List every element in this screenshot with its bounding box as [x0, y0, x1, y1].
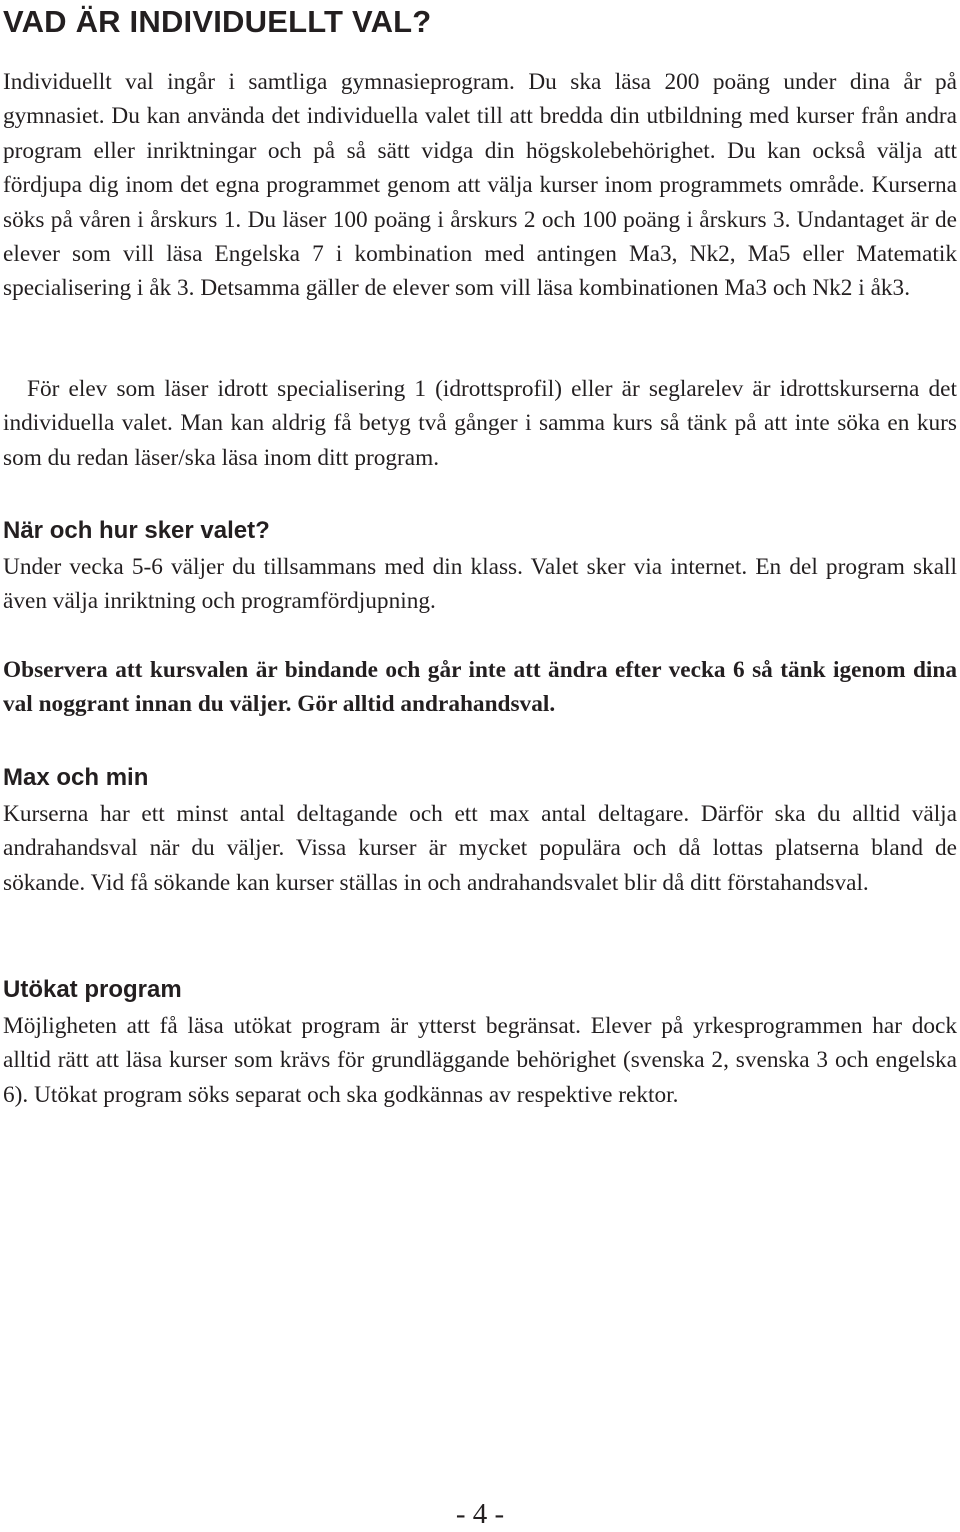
section-heading-extended: Utökat program — [3, 976, 182, 1003]
section-body-extended: Möjligheten att få läsa utökat program är ytterst begränsat. Elever på yrkesprogrammen har dock alltid rätt att läsa kurser som krävs för grundläggande behörighet (svenska 2, svenska 3 och engelska 6). Utökat program söks separat och ska godkännas av respektive rektor. — [3, 1013, 957, 1108]
notice-paragraph: Observera att kursvalen är bindande och går inte att ändra efter vecka 6 så tänk igenom dina val noggrant innan du väljer. Gör alltid andrahandsval. — [3, 657, 957, 718]
section-body-when: Under vecka 5-6 väljer du tillsammans med din klass. Valet sker via internet. En del program skall även välja inriktning och programfördjupning. — [3, 554, 957, 615]
section-heading-when: När och hur sker valet? — [3, 517, 270, 544]
page-title: VAD ÄR INDIVIDUELLT VAL? — [3, 4, 432, 39]
intro-paragraph-1: Individuellt val ingår i samtliga gymnasieprogram. Du ska läsa 200 poäng under dina år på gymnasiet. Du kan använda det individuella valet till att bredda din utbildning med kurser från andra program eller inriktningar och på så sätt vidga din högskolebehörighet. Du kan också välja att fördjupa dig inom det egna programmet genom att välja kurser inom programmets område. Kurserna söks på våren i årskurs 1. Du läser 100 poäng i årskurs 2 och 100 poäng i årskurs 3. Undantaget är de elever som vill läsa Engelska 7 i kombination med antingen Ma3, Nk2, Ma5 eller Matematik specialisering i åk 3. Detsamma gäller de elever som vill läsa kombinationen Ma3 och Nk2 i åk3. — [3, 69, 957, 302]
intro-paragraph-2: För elev som läser idrott specialisering 1 (idrottsprofil) eller är seglarelev är idrottskurserna det individuella valet. Man kan aldrig få betyg två gånger i samma kurs så tänk på att inte söka en kurs som du redan läser/ska läsa inom ditt program. — [3, 376, 957, 471]
section-body-maxmin: Kurserna har ett minst antal deltagande och ett max antal deltagare. Därför ska du alltid välja andrahandsval när du väljer. Vissa kurser är mycket populära och då lottas platserna bland de sökande. Vid få sökande kan kurser ställas in och andrahandsvalet blir då ditt förstahandsval. — [3, 801, 957, 896]
section-heading-maxmin: Max och min — [3, 764, 149, 791]
page-number: - 4 - — [455, 1498, 505, 1530]
